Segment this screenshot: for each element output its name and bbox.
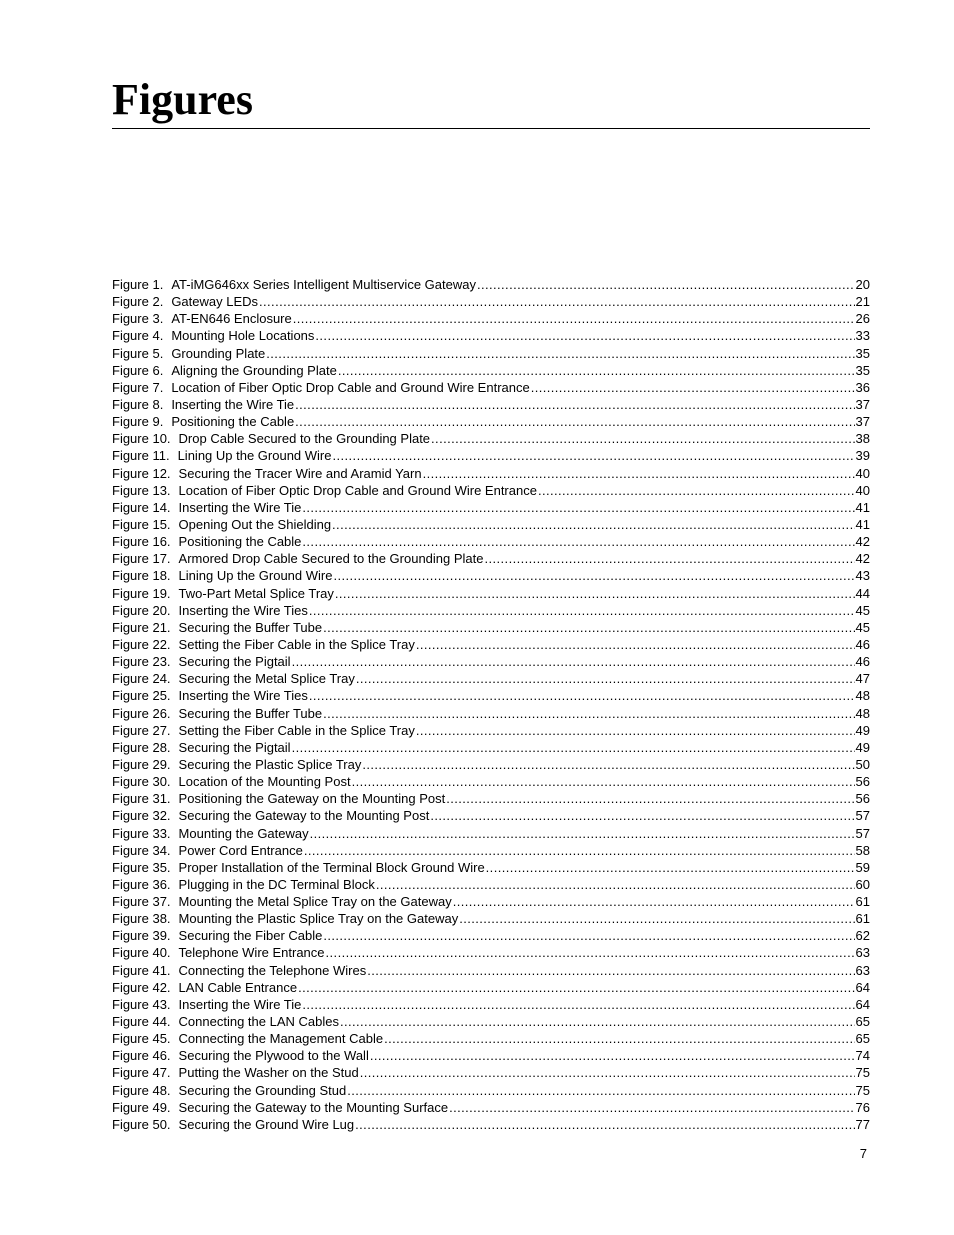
figure-page-number: 21 — [855, 294, 870, 310]
figure-number: Figure 33. — [112, 825, 171, 841]
figure-title: Securing the Buffer Tube — [178, 619, 323, 635]
toc-entry[interactable] — [112, 636, 870, 653]
figure-page-number: 50 — [855, 756, 870, 772]
toc-entry[interactable] — [112, 859, 870, 876]
figure-title: Securing the Grounding Stud — [178, 1082, 347, 1098]
figure-number: Figure 36. — [112, 876, 171, 892]
dot-leader — [423, 465, 855, 482]
figure-title: Positioning the Cable — [178, 534, 302, 550]
toc-entry[interactable] — [112, 842, 870, 859]
figure-title: Location of Fiber Optic Drop Cable and Ground Wire Entrance — [171, 379, 530, 395]
figure-number: Figure 37. — [112, 894, 171, 910]
figure-number: Figure 19. — [112, 585, 171, 601]
figure-title: Inserting the Wire Tie — [178, 499, 302, 515]
dot-leader — [376, 876, 855, 893]
list-of-figures — [112, 276, 870, 1133]
figure-page-number: 45 — [855, 602, 870, 618]
figure-title: Securing the Pigtail — [178, 739, 291, 755]
toc-entry[interactable] — [112, 756, 870, 773]
figure-number: Figure 47. — [112, 1065, 171, 1081]
toc-entry[interactable] — [112, 670, 870, 687]
figure-title: Setting the Fiber Cable in the Splice Tray — [178, 636, 415, 652]
toc-entry[interactable] — [112, 1082, 870, 1099]
figure-page-number: 40 — [855, 465, 870, 481]
figure-number: Figure 30. — [112, 774, 171, 790]
figure-page-number: 33 — [855, 328, 870, 344]
figure-page-number: 77 — [855, 1116, 870, 1132]
figure-page-number: 61 — [855, 894, 870, 910]
figure-title: Location of the Mounting Post — [178, 774, 351, 790]
dot-leader — [292, 739, 855, 756]
dot-leader — [453, 893, 855, 910]
figure-title: Gateway LEDs — [171, 294, 259, 310]
toc-entry[interactable] — [112, 362, 870, 379]
figure-page-number: 65 — [855, 1014, 870, 1030]
figure-title: Telephone Wire Entrance — [178, 945, 325, 961]
figure-title: Connecting the LAN Cables — [178, 1014, 339, 1030]
figure-page-number: 64 — [855, 979, 870, 995]
figure-page-number: 57 — [855, 825, 870, 841]
figure-title: Securing the Buffer Tube — [178, 705, 323, 721]
figure-page-number: 42 — [855, 534, 870, 550]
figure-page-number: 37 — [855, 396, 870, 412]
toc-entry[interactable] — [112, 1116, 870, 1133]
figure-page-number: 63 — [855, 962, 870, 978]
dot-leader — [486, 859, 855, 876]
toc-entry[interactable] — [112, 687, 870, 704]
figure-title: Inserting the Wire Ties — [178, 688, 308, 704]
figure-page-number: 36 — [855, 379, 870, 395]
figure-number: Figure 21. — [112, 619, 171, 635]
figure-page-number: 56 — [855, 774, 870, 790]
figure-number: Figure 1. — [112, 277, 164, 292]
figure-title: Putting the Washer on the Stud — [178, 1065, 359, 1081]
dot-leader — [259, 293, 855, 310]
figure-number: Figure 49. — [112, 1099, 171, 1115]
figure-page-number: 37 — [855, 414, 870, 430]
figure-page-number: 48 — [855, 705, 870, 721]
toc-entry[interactable] — [112, 979, 870, 996]
figure-title: AT-EN646 Enclosure — [171, 311, 292, 327]
figure-title: Inserting the Wire Tie — [178, 996, 302, 1012]
figure-title: Drop Cable Secured to the Grounding Plate — [178, 431, 431, 447]
dot-leader — [347, 1082, 854, 1099]
toc-entry[interactable] — [112, 499, 870, 516]
figure-page-number: 20 — [855, 277, 870, 292]
dot-leader — [304, 842, 855, 859]
figure-number: Figure 29. — [112, 756, 171, 772]
figure-page-number: 44 — [855, 585, 870, 601]
toc-entry[interactable] — [112, 893, 870, 910]
dot-leader — [362, 756, 854, 773]
figure-page-number: 39 — [855, 448, 870, 464]
toc-entry[interactable] — [112, 1047, 870, 1064]
toc-entry[interactable] — [112, 1064, 870, 1081]
dot-leader — [384, 1030, 854, 1047]
figure-number: Figure 45. — [112, 1031, 171, 1047]
figure-page-number: 61 — [855, 911, 870, 927]
figure-title: Securing the Plywood to the Wall — [178, 1048, 369, 1064]
dot-leader — [360, 1064, 855, 1081]
toc-entry[interactable] — [112, 773, 870, 790]
toc-entry[interactable] — [112, 927, 870, 944]
dot-leader — [315, 327, 854, 344]
figure-number: Figure 26. — [112, 705, 171, 721]
dot-leader — [449, 1099, 854, 1116]
toc-entry[interactable] — [112, 619, 870, 636]
toc-entry[interactable] — [112, 465, 870, 482]
dot-leader — [310, 825, 855, 842]
toc-entry[interactable] — [112, 585, 870, 602]
figure-number: Figure 18. — [112, 568, 171, 584]
figure-page-number: 26 — [855, 311, 870, 327]
figure-number: Figure 9. — [112, 414, 164, 430]
dot-leader — [323, 705, 854, 722]
figure-number: Figure 12. — [112, 465, 171, 481]
figure-number: Figure 39. — [112, 928, 171, 944]
figure-title: Aligning the Grounding Plate — [171, 362, 337, 378]
toc-entry[interactable] — [112, 996, 870, 1013]
figure-number: Figure 13. — [112, 482, 171, 498]
toc-entry[interactable] — [112, 447, 870, 464]
dot-leader — [370, 1047, 855, 1064]
figure-number: Figure 5. — [112, 345, 164, 361]
figure-number: Figure 24. — [112, 671, 171, 687]
dot-leader — [302, 533, 854, 550]
dot-leader — [367, 962, 854, 979]
dot-leader — [446, 790, 854, 807]
toc-entry[interactable] — [112, 1030, 870, 1047]
figure-page-number: 46 — [855, 654, 870, 670]
figure-title: Securing the Gateway to the Mounting Surface — [178, 1099, 449, 1115]
figure-number: Figure 11. — [112, 448, 170, 464]
figure-title: Securing the Metal Splice Tray — [178, 671, 355, 687]
dot-leader — [485, 550, 855, 567]
figure-title: Opening Out the Shielding — [178, 516, 332, 532]
toc-entry[interactable] — [112, 790, 870, 807]
figure-number: Figure 48. — [112, 1082, 171, 1098]
figure-title: Securing the Plastic Splice Tray — [178, 756, 362, 772]
dot-leader — [323, 927, 854, 944]
figure-number: Figure 16. — [112, 534, 171, 550]
dot-leader — [333, 447, 855, 464]
dot-leader — [292, 653, 855, 670]
figure-number: Figure 7. — [112, 379, 164, 395]
figure-number: Figure 6. — [112, 362, 164, 378]
figure-page-number: 62 — [855, 928, 870, 944]
figure-title: Securing the Pigtail — [178, 654, 291, 670]
toc-entry[interactable] — [112, 1099, 870, 1116]
figure-page-number: 47 — [855, 671, 870, 687]
figure-title: Inserting the Wire Tie — [171, 396, 295, 412]
figure-number: Figure 38. — [112, 911, 171, 927]
toc-entry[interactable] — [112, 293, 870, 310]
figure-page-number: 40 — [855, 482, 870, 498]
figure-number: Figure 40. — [112, 945, 171, 961]
toc-entry[interactable] — [112, 345, 870, 362]
figure-title: Proper Installation of the Terminal Block Ground Wire — [178, 859, 485, 875]
dot-leader — [293, 310, 855, 327]
toc-entry[interactable] — [112, 944, 870, 961]
toc-entry[interactable] — [112, 327, 870, 344]
figure-page-number: 60 — [855, 876, 870, 892]
figure-title: Plugging in the DC Terminal Block — [178, 876, 375, 892]
figure-page-number: 38 — [855, 431, 870, 447]
dot-leader — [431, 430, 854, 447]
figure-page-number: 59 — [855, 859, 870, 875]
dot-leader — [302, 499, 854, 516]
toc-entry[interactable] — [112, 653, 870, 670]
toc-entry[interactable] — [112, 807, 870, 824]
figure-title: Positioning the Gateway on the Mounting Post — [178, 791, 446, 807]
figure-title: Armored Drop Cable Secured to the Grounding Plate — [178, 551, 484, 567]
toc-entry[interactable] — [112, 516, 870, 533]
toc-entry[interactable] — [112, 276, 870, 293]
figure-title: Securing the Gateway to the Mounting Post — [178, 808, 430, 824]
figure-page-number: 56 — [855, 791, 870, 807]
figure-page-number: 75 — [855, 1065, 870, 1081]
figure-title: Connecting the Management Cable — [178, 1031, 384, 1047]
toc-entry[interactable] — [112, 910, 870, 927]
figure-title: Setting the Fiber Cable in the Splice Tray — [178, 722, 415, 738]
figure-page-number: 43 — [855, 568, 870, 584]
dot-leader — [416, 722, 855, 739]
toc-entry[interactable] — [112, 876, 870, 893]
figure-number: Figure 4. — [112, 328, 164, 344]
figure-page-number: 49 — [855, 739, 870, 755]
figure-title: Mounting the Plastic Splice Tray on the Gateway — [178, 911, 459, 927]
figure-number: Figure 14. — [112, 499, 171, 515]
dot-leader — [477, 276, 855, 293]
dot-leader — [335, 585, 855, 602]
figure-number: Figure 17. — [112, 551, 171, 567]
figure-number: Figure 28. — [112, 739, 171, 755]
figure-title: Location of Fiber Optic Drop Cable and Ground Wire Entrance — [178, 482, 537, 498]
figure-number: Figure 43. — [112, 996, 171, 1012]
toc-entry[interactable] — [112, 1013, 870, 1030]
toc-entry[interactable] — [112, 430, 870, 447]
figure-title: Securing the Ground Wire Lug — [178, 1116, 355, 1132]
dot-leader — [333, 567, 854, 584]
dot-leader — [326, 944, 855, 961]
figure-title: Grounding Plate — [171, 345, 266, 361]
figure-page-number: 57 — [855, 808, 870, 824]
figure-title: Power Cord Entrance — [178, 842, 303, 858]
dot-leader — [416, 636, 855, 653]
toc-entry[interactable] — [112, 962, 870, 979]
toc-entry[interactable] — [112, 602, 870, 619]
figure-title: Connecting the Telephone Wires — [178, 962, 367, 978]
figure-number: Figure 35. — [112, 859, 171, 875]
figure-title: Lining Up the Ground Wire — [177, 448, 332, 464]
figure-title: Lining Up the Ground Wire — [178, 568, 333, 584]
toc-entry[interactable] — [112, 533, 870, 550]
toc-entry[interactable] — [112, 396, 870, 413]
figure-page-number: 65 — [855, 1031, 870, 1047]
figure-page-number: 41 — [855, 499, 870, 515]
figure-title: Securing the Tracer Wire and Aramid Yarn — [178, 465, 422, 481]
figure-number: Figure 42. — [112, 979, 171, 995]
dot-leader — [323, 619, 854, 636]
toc-entry[interactable] — [112, 739, 870, 756]
dot-leader — [355, 1116, 854, 1133]
toc-entry[interactable] — [112, 482, 870, 499]
dot-leader — [309, 687, 855, 704]
dot-leader — [538, 482, 855, 499]
figure-page-number: 35 — [855, 362, 870, 378]
dot-leader — [340, 1013, 855, 1030]
figure-page-number: 76 — [855, 1099, 870, 1115]
dot-leader — [266, 345, 854, 362]
dot-leader — [302, 996, 854, 1013]
figure-number: Figure 41. — [112, 962, 171, 978]
toc-entry[interactable] — [112, 310, 870, 327]
dot-leader — [459, 910, 854, 927]
figure-page-number: 58 — [855, 842, 870, 858]
toc-entry[interactable] — [112, 567, 870, 584]
toc-entry[interactable] — [112, 550, 870, 567]
toc-entry[interactable] — [112, 379, 870, 396]
page-title: Figures — [112, 75, 253, 124]
figure-number: Figure 46. — [112, 1048, 171, 1064]
figure-number: Figure 8. — [112, 396, 164, 412]
figure-page-number: 41 — [855, 516, 870, 532]
figure-page-number: 42 — [855, 551, 870, 567]
title-divider — [112, 128, 870, 129]
figure-page-number: 64 — [855, 996, 870, 1012]
dot-leader — [430, 807, 854, 824]
toc-entry[interactable] — [112, 825, 870, 842]
dot-leader — [298, 979, 854, 996]
figure-number: Figure 23. — [112, 654, 171, 670]
figure-title: Positioning the Cable — [171, 414, 295, 430]
dot-leader — [295, 396, 854, 413]
figure-number: Figure 10. — [112, 431, 171, 447]
figure-page-number: 48 — [855, 688, 870, 704]
figure-number: Figure 2. — [112, 294, 164, 310]
figure-title: Two-Part Metal Splice Tray — [178, 585, 334, 601]
figure-number: Figure 22. — [112, 636, 171, 652]
toc-entry[interactable] — [112, 722, 870, 739]
dot-leader — [295, 413, 854, 430]
dot-leader — [332, 516, 854, 533]
figure-number: Figure 27. — [112, 722, 171, 738]
figure-title: Mounting the Metal Splice Tray on the Gateway — [178, 894, 452, 910]
figure-page-number: 63 — [855, 945, 870, 961]
figure-number: Figure 34. — [112, 842, 171, 858]
figure-number: Figure 31. — [112, 791, 171, 807]
figure-number: Figure 15. — [112, 516, 171, 532]
figure-title: Mounting the Gateway — [178, 825, 309, 841]
figure-number: Figure 3. — [112, 311, 164, 327]
figure-number: Figure 50. — [112, 1116, 171, 1132]
figure-number: Figure 32. — [112, 808, 171, 824]
figure-title: AT-iMG646xx Series Intelligent Multiservice Gateway — [171, 277, 476, 292]
figure-title: Mounting Hole Locations — [171, 328, 315, 344]
figure-number: Figure 44. — [112, 1014, 171, 1030]
dot-leader — [338, 362, 855, 379]
figure-title: LAN Cable Entrance — [178, 979, 298, 995]
figure-page-number: 75 — [855, 1082, 870, 1098]
figure-page-number: 46 — [855, 636, 870, 652]
dot-leader — [356, 670, 855, 687]
figure-page-number: 49 — [855, 722, 870, 738]
page-number: 7 — [859, 1146, 867, 1161]
figure-page-number: 74 — [855, 1048, 870, 1064]
dot-leader — [309, 602, 855, 619]
toc-entry[interactable] — [112, 705, 870, 722]
dot-leader — [352, 773, 855, 790]
figure-title: Securing the Fiber Cable — [178, 928, 323, 944]
figure-number: Figure 25. — [112, 688, 171, 704]
figure-number: Figure 20. — [112, 602, 171, 618]
figure-page-number: 45 — [855, 619, 870, 635]
figure-title: Inserting the Wire Ties — [178, 602, 308, 618]
toc-entry[interactable] — [112, 413, 870, 430]
dot-leader — [531, 379, 855, 396]
figure-page-number: 35 — [855, 345, 870, 361]
